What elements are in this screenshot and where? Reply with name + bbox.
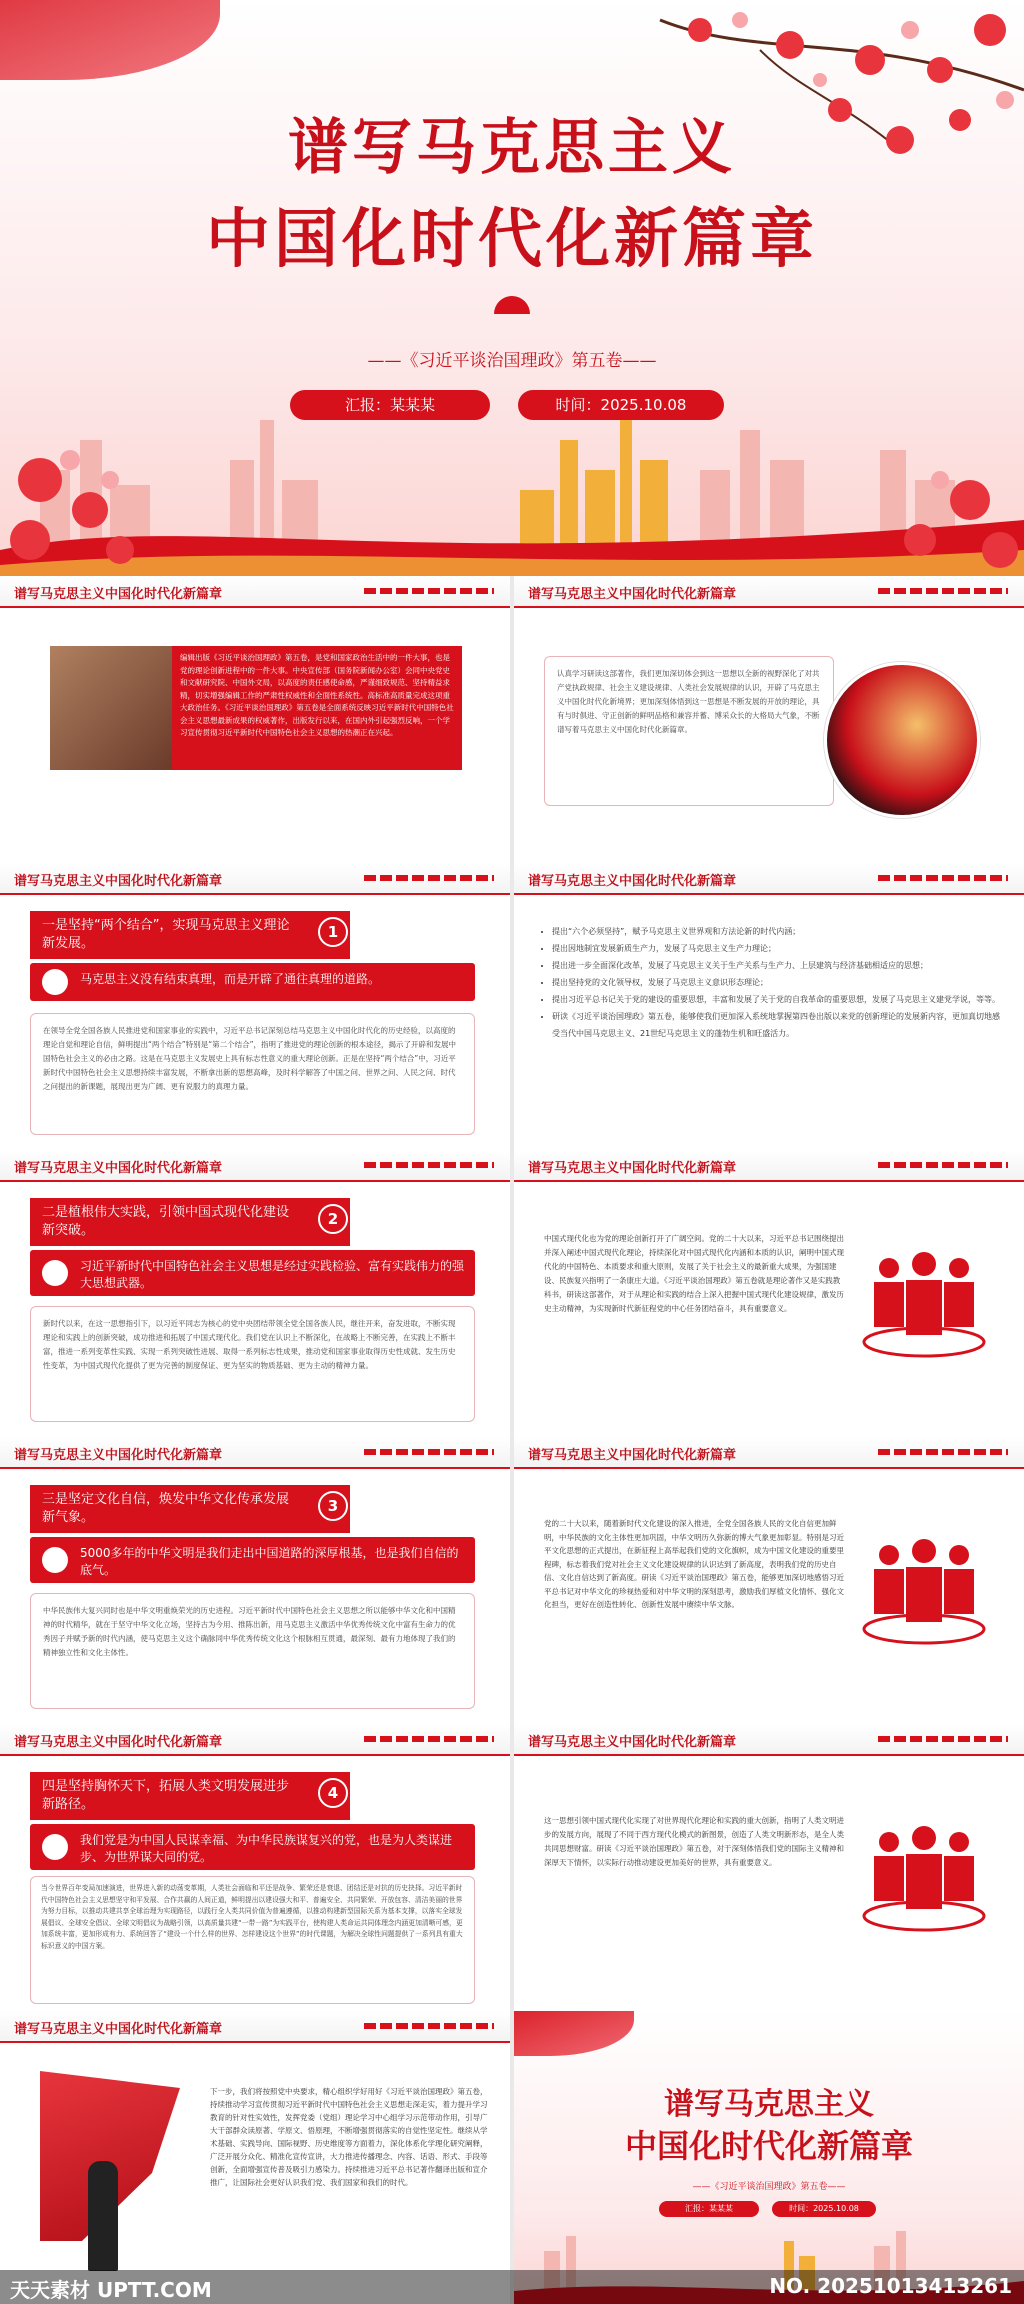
bullet-item: • 提出“六个必须坚持”，赋予马克思主义世界观和方法论新的时代内涵；: [552, 923, 1007, 940]
slide-3-left: [0, 863, 510, 1150]
silhouette-figure: [88, 2161, 118, 2271]
cover-title-line2: 中国化时代化新篇章: [206, 203, 818, 277]
bullet-item: • 提出进一步全面深化改革，发展了马克思主义关于生产关系与生产力、上层建筑与经济基础相适应的思想；: [552, 957, 1007, 974]
sculpture-image: [50, 646, 176, 770]
header-stripes: [364, 1162, 494, 1168]
slide-2-left: [0, 576, 510, 863]
slide-header: [514, 1437, 1024, 1469]
slide-header: [514, 1724, 1024, 1756]
slide-header: [514, 576, 1024, 608]
section-number: 3: [318, 1491, 348, 1521]
slide-8-cover-repeat: [514, 2011, 1024, 2304]
people-icon: [42, 1260, 68, 1286]
cover-subtitle: ——《习近平谈治国理政》第五卷——: [367, 351, 657, 371]
slide-4-left: [0, 1150, 510, 1437]
section-title: 一是坚持“两个结合”，实现马克思主义理论新发展。: [42, 918, 290, 951]
header-stripes: [364, 1449, 494, 1455]
bottom-right-blossom: [880, 440, 1024, 576]
bottom-left-blossom: [0, 420, 160, 576]
slide-6-left: [0, 1724, 510, 2011]
header-stripes: [878, 588, 1008, 594]
slide-header: [514, 863, 1024, 895]
date-pill: 时间：2025.10.08: [772, 2201, 876, 2217]
header-stripes: [878, 1162, 1008, 1168]
body-text-box: [30, 1593, 475, 1709]
section-title: 四是坚持胸怀天下，拓展人类文明发展进步新路径。: [42, 1779, 290, 1812]
reporter-pill: 汇报：某某某: [659, 2201, 759, 2217]
body-text: 在领导全党全国各族人民推进党和国家事业的实践中，习近平总书记深刻总结马克思主义中国化时代化的历史经验，以高度的理论自觉和理论自信，鲜明提出“两个结合”特别是“第二个结合”，指明了推进党的理论创新的根本途径，揭示了开辟和发展中国特色社会主义的必由之路。这是在马克思主义发展史上具有标志性意义的重大理论创新。正是在坚持“两个结合”中，习近平新时代中国特色社会主义思想持续丰富发展，不断拿出新的思想高峰，及时科学解答了中国之问、世界之问、人民之问、时代之问提出的新课题，展现出更为广阔、更有说服力的真理力量。: [43, 1026, 457, 1091]
header-title: 谱写马克思主义中国化时代化新篇章: [14, 1161, 223, 1176]
header-stripes: [364, 2023, 494, 2029]
sub-title-box: [30, 1250, 475, 1296]
slide-header: [0, 863, 510, 895]
section-title-bar: [30, 911, 350, 959]
team-people-icon: [859, 1250, 989, 1360]
header-stripes: [364, 1736, 494, 1742]
header-title: 谱写马克思主义中国化时代化新篇章: [14, 1448, 223, 1463]
body-text: 新时代以来，在这一思想指引下，以习近平同志为核心的党中央团结带领全党全国各族人民，继往开来，奋发进取，不断实现理论和实践上的创新突破，成功推进和拓展了中国式现代化。我们党在认识上不断深化，在战略上不断完善，在实践上不断丰富，推进一系列变革性实践、实现一系列突破性进展、取得一系列标志性成果，推动党和国家事业取得历史性成就、发生历史性变革，为中国式现代化提供了更为完善的制度保证、更为坚实的物质基础、更为主动的精神力量。: [43, 1319, 456, 1370]
body-text-box: [30, 1306, 475, 1422]
header-title: 谱写马克思主义中国化时代化新篇章: [528, 1735, 737, 1750]
body-text: 中华民族伟大复兴同时也是中华文明重焕荣光的历史进程。习近平新时代中国特色社会主义思想之所以能够中华文化和中国精神的时代精华，就在于坚守中华文化立场，坚持古为今用、推陈出新，用马克思主义激活中华优秀传统文化中富有生命力的优秀因子并赋予新的时代内涵，使马克思主义这个确脉同中华优秀传统文化这个根脉相互贯通，最深刻、最有力地体现了我们的精神独立性和文化主体性。: [43, 1606, 456, 1657]
header-stripes: [878, 875, 1008, 881]
section-title-bar: [30, 1772, 350, 1820]
section-number: 2: [318, 1204, 348, 1234]
body-text-box: [30, 1876, 475, 2004]
slide-header: [0, 2011, 510, 2043]
team-people-icon: [859, 1824, 989, 1934]
team-people-icon: [859, 1537, 989, 1647]
section-number: 4: [318, 1778, 348, 1808]
header-title: 谱写马克思主义中国化时代化新篇章: [14, 2022, 223, 2037]
bullet-item: • 提出因地制宜发展新质生产力，发展了马克思主义生产力理论；: [552, 940, 1007, 957]
slide-4-right: [514, 1150, 1024, 1437]
sub-title: 5000多年的中华文明是我们走出中国道路的深厚根基，也是我们自信的底气。: [80, 1546, 459, 1577]
header-title: 谱写马克思主义中国化时代化新篇章: [14, 587, 223, 602]
slide-header: [0, 1150, 510, 1182]
header-title: 谱写马克思主义中国化时代化新篇章: [14, 874, 223, 889]
slide-header: [0, 1437, 510, 1469]
slide-2-right: [514, 576, 1024, 863]
body-text: 当今世界百年变局加速演进，世界进入新的动荡变革期，人类社会面临和平还是战争、繁荣还是衰退、团结还是对抗的历史抉择。习近平新时代中国特色社会主义思想坚守和平发展、合作共赢的人间正道，鲜明提出以建设强大和平、普遍安全、共同繁荣、开放包容、清洁美丽的世界为努力目标，以推动共建共享全球治理为实现路径，以践行全人类共同价值为普遍遵循，以推动构建新型国际关系为基本支撑，以落实全球发展倡议、全球安全倡议、全球文明倡议为战略引领，以高质量共建“一带一路”为实践平台，使构建人类命运共同体理念内涵更加清晰可感，更加系统丰富，更加形成有力、系统回答了“建设一个什么样的世界、怎样建设这个世界”的时代课题，为解决全球性问题提供了一系列具有重大标识意义的中国方案。: [41, 1884, 463, 1950]
watermark-bar: [0, 2270, 1024, 2304]
section-title-bar: [30, 1198, 350, 1246]
slide-5-right: [514, 1437, 1024, 1724]
header-stripes: [364, 875, 494, 881]
watermark-right: NO. 20251013413261: [769, 2274, 1012, 2298]
header-stripes: [878, 1449, 1008, 1455]
sub-title: 习近平新时代中国特色社会主义思想是经过实践检验、富有实践伟力的强大思想武器。: [80, 1259, 465, 1290]
watermark-left: 天天素材 UPTT.COM: [10, 2278, 212, 2302]
header-title: 谱写马克思主义中国化时代化新篇章: [14, 1735, 223, 1750]
slide-7-left: [0, 2011, 510, 2304]
people-icon: [42, 969, 68, 995]
body-text: 中国式现代化也为党的理论创新打开了广阔空间。党的二十大以来，习近平总书记围绕提出并深入阐述中国式现代化理论，持续深化对中国式现代化内涵和本质的认识，阐明中国式现代化的中国特色、本质要求和重大原则，发展了关于社会主义的最新重大成果，为强国建设、民族复兴指明了一条康庄大道。《习近平谈治国理政》第五卷就是理论著作又是实践教科书，研读这部著作，对于从理论和实践的结合上深入把握中国式现代化建设规律，激发历史主动精神，为实现新时代新征程党的中心任务团结奋斗，具有重要意义。: [544, 1234, 844, 1313]
date-pill: 时间：2025.10.08: [518, 390, 724, 420]
body-text: 这一思想引领中国式现代化实现了对世界现代化理论和实践的重大创新，指明了人类文明进步的发展方向，展现了不同于西方现代化模式的新图景，创造了人类文明新形态，是全人类共同思想财富。研读《习近平谈治国理政》第五卷，对于深刻体悟我们党的国际主义精神和深厚天下情怀，以实际行动推动建设更加美好的世界，具有重要意义。: [544, 1816, 844, 1867]
body-text: 党的二十大以来，随着新时代文化建设的深入推进，全党全国各族人民的文化自信更加鲜明，中华民族的文化主体性更加巩固，中华文明历久弥新的博大气象更加彰显。特别是习近平文化思想的正式提出，在新征程上高举起我们党的文化旗帜，成为中国文化建设的重要里程碑，标志着我们党对社会主义文化建设规律的认识达到了新高度，表明我们党的历史自信、文化自信达到了新高度。研读《习近平谈治国理政》第五卷，能够更加深切地感悟习近平总书记对中华文化的珍视热爱和对中华文明的深刻思考，激励我们厚植文化情怀、强化文化担当，更好在创造性转化、创新性发展中赓续中华文脉。: [544, 1519, 844, 1609]
sub-title-box: [30, 963, 475, 1001]
bullet-item: • 提出坚持党的文化领导权，发展了马克思主义意识形态理论；: [552, 974, 1007, 991]
sub-title: 马克思主义没有结束真理，而是开辟了通往真理的道路。: [80, 972, 381, 986]
intro-text: 编辑出版《习近平谈治国理政》第五卷，是党和国家政治生活中的一件大事，也是党的理论创新进程中的一件大事。中央宣传部（国务院新闻办公室）会同中央党史和文献研究院、中国外文局，以高度的责任感使命感，严谨细致规范、坚持精益求精，切实增强编辑工作的严肃性权威性和全面性系统性。高标准高质量完成这项重大政治任务。《习近平谈治国理政》第五卷是全面系统反映习近平新时代中国特色社会主义思想最新成果的权威著作，出版发行以来，在国内外引起强烈反响，一个学习宣传贯彻习近平新时代中国特色社会主义思想的热潮正在兴起。: [180, 653, 454, 737]
sub-title-box: [30, 1824, 475, 1870]
bullet-item: • 研读《习近平谈治国理政》第五卷，能够使我们更加深入系统地掌握第四卷出版以来党的创新理论的发展新内容，更加真切地感受当代中国马克思主义、21世纪马克思主义的蓬勃生机和旺盛活力。: [552, 1008, 1007, 1042]
slide-header: [0, 576, 510, 608]
slide-5-left: [0, 1437, 510, 1724]
top-left-red-ribbon: [514, 2011, 634, 2056]
slide-header: [514, 1150, 1024, 1182]
section-title-bar: [30, 1485, 350, 1533]
slide-header: [0, 1724, 510, 1756]
monument-round-image: [824, 662, 980, 818]
slide-6-right: [514, 1724, 1024, 2011]
header-title: 谱写马克思主义中国化时代化新篇章: [528, 1161, 737, 1176]
body-text-box: [30, 1013, 475, 1135]
top-left-red-ribbon: [0, 0, 220, 80]
bullet-list: [540, 923, 1007, 1042]
sub-title: 我们党是为中国人民谋幸福、为中华民族谋复兴的党，也是为人类谋进步、为世界谋大同的党。: [80, 1833, 453, 1864]
cover-title-line2: 中国化时代化新篇章: [624, 2127, 913, 2165]
cover-title-line1: 谱写马克思主义: [664, 2087, 874, 2122]
header-stripes: [364, 588, 494, 594]
study-text-box: [544, 656, 834, 806]
ornament-icon: [494, 296, 530, 314]
reporter-pill: 汇报：某某某: [290, 390, 490, 420]
sub-title-box: [30, 1537, 475, 1583]
people-icon: [42, 1834, 68, 1860]
intro-red-box: [172, 646, 462, 770]
section-title: 二是植根伟大实践，引领中国式现代化建设新突破。: [42, 1205, 290, 1238]
header-title: 谱写马克思主义中国化时代化新篇章: [528, 1448, 737, 1463]
study-text: 认真学习研读这部著作，我们更加深切体会到这一思想以全新的视野深化了对共产党执政规律、社会主义建设规律、人类社会发展规律的认识，开辟了马克思主义中国化时代化新境界；更加深刻体悟到这一思想是不断发展的开放的理论，具有与时俱进、守正创新的鲜明品格和兼容并蓄、博采众长的大格局大气象，不断谱写着马克思主义中国化时代化新篇章。: [557, 669, 820, 734]
header-title: 谱写马克思主义中国化时代化新篇章: [528, 874, 737, 889]
section-number: 1: [318, 917, 348, 947]
cover-subtitle: ——《习近平谈治国理政》第五卷——: [692, 2182, 846, 2192]
header-title: 谱写马克思主义中国化时代化新篇章: [528, 587, 737, 602]
people-icon: [42, 1547, 68, 1573]
slide-3-right: [514, 863, 1024, 1150]
closing-text: 下一步，我们将按照党中央要求，精心组织学好用好《习近平谈治国理政》第五卷，持续推动学习宣传贯彻习近平新时代中国特色社会主义思想走深走实，着力提升学习教育的针对性实效性，发挥党委（党组）理论学习中心组学习示范带动作用，引导广大干部群众读原著、学原文、悟原理，不断增强贯彻落实的自觉性坚定性。继续从学术基础、实践导向、国际视野、历史维度等方面着力，深化体系化学理化研究阐释，广泛开展分众化、精准化宣传宣讲，大力推进传播理念、内容、话语、形式、手段等创新，全面增强宣传普及吸引力感染力。持续推进习近平总书记著作翻译出版和宣介推广，让国际社会更好认识我们党、我们国家和我们的时代。: [210, 2087, 488, 2187]
header-stripes: [878, 1736, 1008, 1742]
bullet-item: • 提出习近平总书记关于党的建设的重要思想，丰富和发展了关于党的自我革命的重要思想，发展了马克思主义建党学说，等等。: [552, 991, 1007, 1008]
cover-slide: [0, 0, 1024, 576]
section-title: 三是坚定文化自信，焕发中华文化传承发展新气象。: [42, 1492, 290, 1525]
cover-title-line1: 谱写马克思主义: [288, 113, 736, 183]
